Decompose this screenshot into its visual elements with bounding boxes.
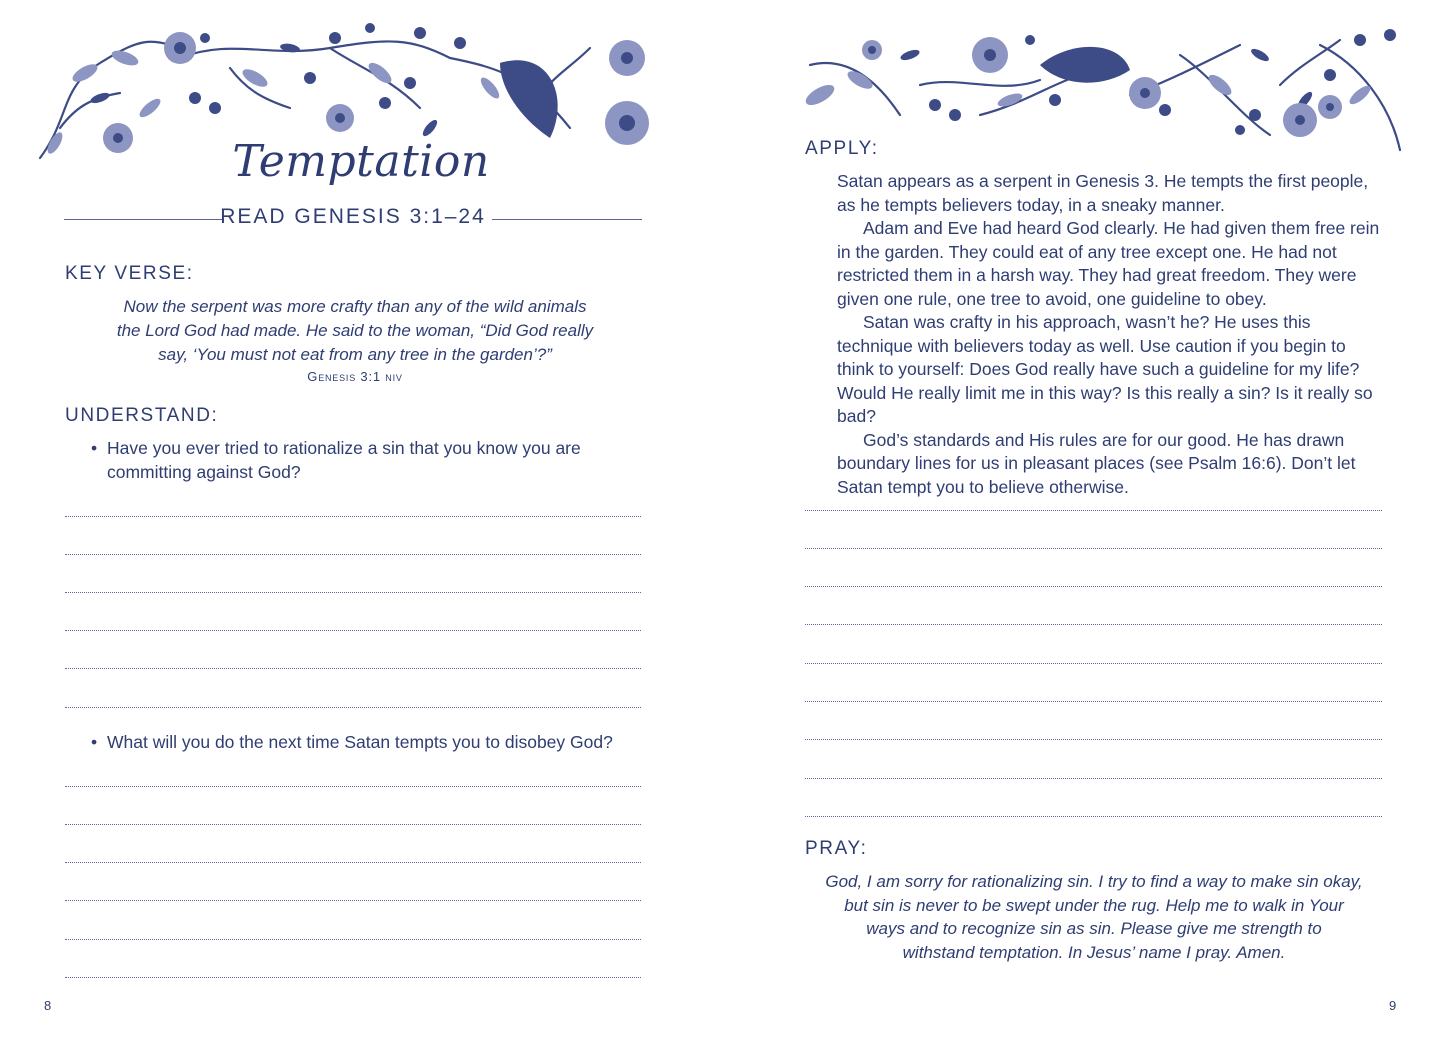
prayer-line: but sin is never to be swept under the rug. Help me to walk in Your	[844, 895, 1344, 915]
answer-line[interactable]	[65, 977, 641, 978]
apply-paragraph: God’s standards and His rules are for our good. He has drawn boundary lines for us in pleasant places (see Psalm 16:6). Don’t let Satan tempt you to believe otherwise.	[837, 429, 1356, 497]
divider	[492, 219, 642, 220]
apply-paragraph: Satan was crafty in his approach, wasn’t he? He uses this technique with believers today as well. Use caution if you begin to think to yourself: Does God really have such a guideline for my life? Would He really limit me in this way? Is this really a sin? Is it really so bad?	[837, 312, 1373, 426]
key-verse-line: the Lord God had made. He said to the woman, “Did God really	[116, 321, 594, 340]
key-verse-text	[80, 295, 630, 367]
prayer-text	[805, 870, 1383, 964]
answer-line[interactable]	[65, 707, 641, 708]
question-line: Have you ever tried to rationalize a sin that you know you are	[107, 438, 581, 458]
key-verse-line: Now the serpent was more crafty than any of the wild animals	[123, 297, 587, 316]
answer-line[interactable]	[805, 663, 1382, 664]
prayer-line: ways and to recognize sin as sin. Please give me strength to	[866, 919, 1322, 938]
understand-heading: UNDERSTAND:	[65, 405, 219, 426]
key-verse-line: say, ‘You must not eat from any tree in the garden’?”	[158, 345, 552, 364]
bullet-icon: •	[91, 732, 98, 752]
prayer-line: God, I am sorry for rationalizing sin. I try to find a way to make sin okay,	[825, 872, 1363, 891]
answer-line[interactable]	[65, 786, 641, 787]
question-line: What will you do the next time Satan tempts you to disobey God?	[107, 732, 613, 752]
answer-line[interactable]	[805, 739, 1382, 740]
page-number: 9	[1389, 998, 1397, 1013]
apply-text	[837, 170, 1382, 499]
answer-line[interactable]	[805, 816, 1382, 817]
answer-line[interactable]	[805, 586, 1382, 587]
answer-line[interactable]	[805, 701, 1382, 702]
pray-heading: PRAY:	[805, 838, 868, 859]
question-1	[91, 436, 627, 484]
reading-label: READ GENESIS 3:1–24	[220, 205, 486, 228]
question-line: committing against God?	[107, 462, 301, 482]
page-number: 8	[44, 998, 52, 1013]
answer-line[interactable]	[805, 778, 1382, 779]
answer-line[interactable]	[805, 510, 1382, 511]
floral-border-icon	[800, 25, 1422, 155]
answer-line[interactable]	[65, 554, 641, 555]
answer-line[interactable]	[65, 862, 641, 863]
key-verse-heading: KEY VERSE:	[65, 263, 194, 284]
apply-heading: APPLY:	[805, 138, 879, 159]
reading-heading	[64, 205, 642, 233]
key-verse-reference: Genesis 3:1 niv	[307, 369, 403, 384]
apply-paragraph: Adam and Eve had heard God clearly. He had given them free rein in the garden. They could eat of any tree except one. He had not restricted them in a harsh way. They had great freedom. They were given one rule, one tree to avoid, one guideline to obey.	[837, 218, 1380, 309]
answer-line[interactable]	[65, 900, 641, 901]
answer-line[interactable]	[65, 630, 641, 631]
answer-line[interactable]	[65, 824, 641, 825]
answer-line[interactable]	[805, 548, 1382, 549]
apply-paragraph: Satan appears as a serpent in Genesis 3. He tempts the first people, as he tempts believers today, in a sneaky manner.	[837, 171, 1369, 215]
answer-line[interactable]	[805, 624, 1382, 625]
bullet-icon: •	[91, 438, 98, 458]
answer-line[interactable]	[65, 516, 641, 517]
answer-line[interactable]	[65, 939, 641, 940]
left-page	[0, 0, 722, 1051]
page-title: Temptation	[232, 136, 490, 187]
answer-line[interactable]	[65, 592, 641, 593]
prayer-line: withstand temptation. In Jesus’ name I pray. Amen.	[902, 942, 1286, 962]
answer-line[interactable]	[65, 668, 641, 669]
question-2	[91, 730, 647, 754]
